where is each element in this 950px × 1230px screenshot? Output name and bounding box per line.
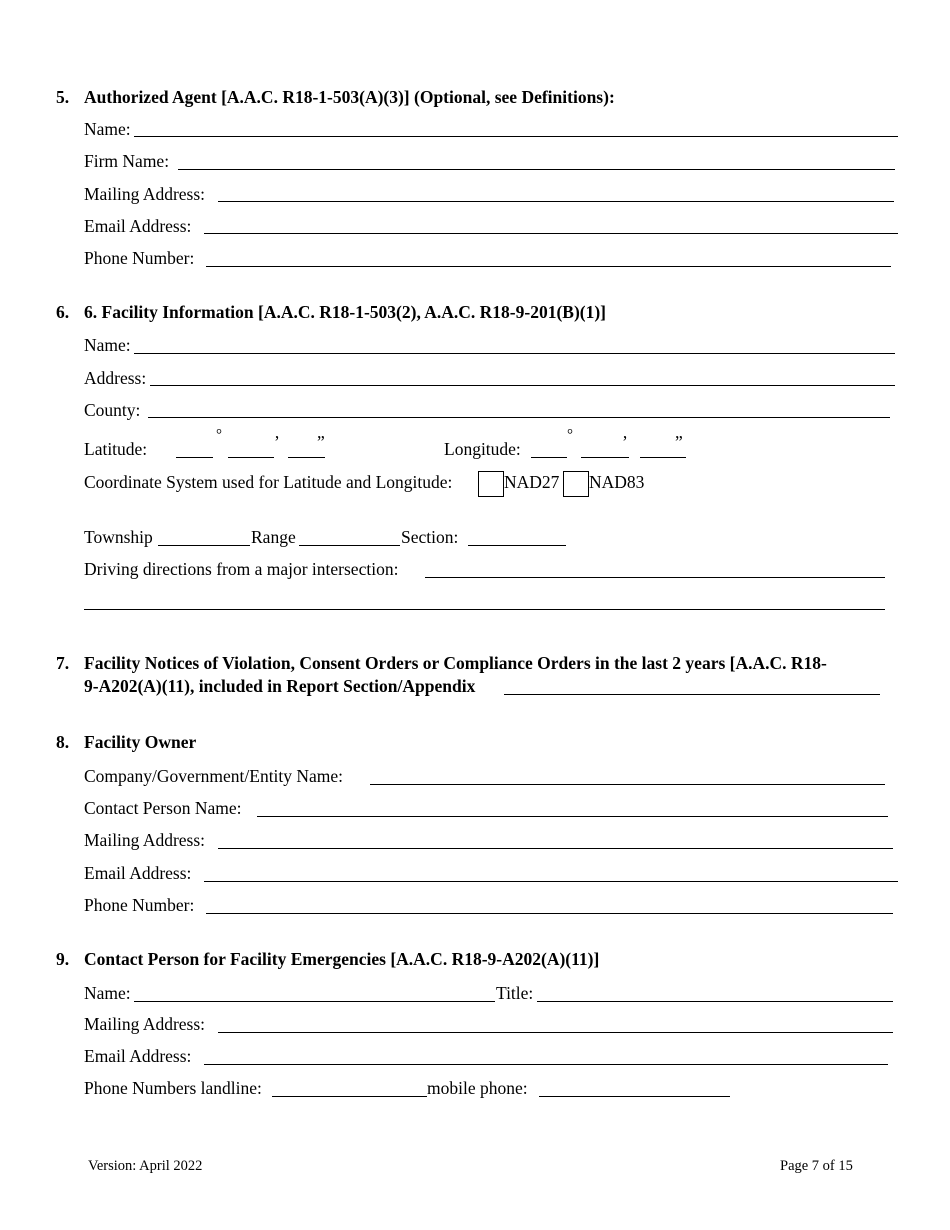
owner-contact-field[interactable] — [257, 797, 888, 817]
section-number: 7. — [56, 653, 70, 673]
emergency-email-label: Email Address: — [84, 1046, 192, 1066]
agent-firm-label: Firm Name: — [84, 151, 170, 171]
nad27-checkbox[interactable] — [478, 471, 504, 497]
agent-email-field[interactable] — [204, 215, 898, 235]
section-underline — [468, 545, 566, 546]
second-symbol: ” — [317, 432, 325, 452]
emergency-name-field[interactable] — [134, 982, 495, 1002]
driving-directions-underline-2 — [84, 609, 885, 610]
owner-email-label: Email Address: — [84, 863, 192, 883]
latitude-degrees-underline — [176, 457, 213, 458]
emergency-name-underline — [134, 1001, 495, 1002]
facility-name-underline — [134, 353, 895, 354]
agent-phone-underline — [206, 266, 891, 267]
emergency-title-underline — [537, 1001, 893, 1002]
longitude-degrees-underline — [531, 457, 567, 458]
section-heading: Contact Person for Facility Emergencies [A.A.C. R18-9-A202(A)(11)] — [84, 949, 600, 969]
latitude-seconds-underline — [288, 457, 325, 458]
section-field[interactable] — [468, 526, 566, 546]
facility-name-field[interactable] — [134, 334, 895, 354]
emergency-landline-field[interactable] — [272, 1077, 427, 1097]
minute-symbol: ’ — [622, 432, 628, 452]
degree-symbol: ° — [567, 427, 573, 443]
owner-phone-label: Phone Number: — [84, 895, 195, 915]
range-underline — [299, 545, 400, 546]
driving-directions-label: Driving directions from a major intersection: — [84, 559, 399, 579]
emergency-mailing-field[interactable] — [218, 1013, 893, 1033]
driving-directions-field[interactable] — [425, 558, 885, 578]
owner-contact-underline — [257, 816, 888, 817]
section-number: 8. — [56, 732, 70, 752]
agent-mailing-underline — [218, 201, 894, 202]
agent-firm-underline — [178, 169, 895, 170]
agent-mailing-label: Mailing Address: — [84, 184, 206, 204]
township-underline — [158, 545, 250, 546]
agent-name-field[interactable] — [134, 118, 898, 138]
longitude-seconds-underline — [640, 457, 686, 458]
emergency-email-underline — [204, 1064, 888, 1065]
footer-version: Version: April 2022 — [88, 1158, 203, 1174]
emergency-mobile-label: mobile phone: — [427, 1078, 528, 1098]
emergency-email-field[interactable] — [204, 1045, 888, 1065]
agent-phone-field[interactable] — [206, 247, 891, 267]
section-number: 5. — [56, 87, 70, 107]
emergency-mobile-underline — [539, 1096, 730, 1097]
latitude-minutes-underline — [228, 457, 274, 458]
owner-company-underline — [370, 784, 885, 785]
facility-county-field[interactable] — [148, 399, 890, 419]
second-symbol: ” — [675, 432, 683, 452]
nad83-label: NAD83 — [589, 472, 645, 492]
longitude-minutes-underline — [581, 457, 629, 458]
emergency-landline-underline — [272, 1096, 427, 1097]
agent-name-underline — [134, 136, 898, 137]
facility-county-label: County: — [84, 400, 141, 420]
longitude-degrees-field[interactable] — [531, 438, 567, 458]
nad83-checkbox[interactable] — [563, 471, 589, 497]
driving-directions-underline — [425, 577, 885, 578]
longitude-label: Longitude: — [444, 439, 521, 459]
nad27-label: NAD27 — [504, 472, 560, 492]
agent-email-underline — [204, 233, 898, 234]
section-label: Section: — [401, 527, 459, 547]
facility-address-label: Address: — [84, 368, 147, 388]
section-heading: Facility Owner — [84, 732, 197, 752]
owner-mailing-underline — [218, 848, 893, 849]
latitude-label: Latitude: — [84, 439, 148, 459]
township-label: Township — [84, 527, 153, 547]
agent-firm-field[interactable] — [178, 150, 895, 170]
facility-address-field[interactable] — [150, 367, 895, 387]
agent-email-label: Email Address: — [84, 216, 192, 236]
owner-phone-field[interactable] — [206, 894, 893, 914]
section-heading-line-1: Facility Notices of Violation, Consent Orders or Compliance Orders in the last 2 years [A.A.C. R18- — [84, 653, 827, 673]
agent-name-label: Name: — [84, 119, 131, 139]
report-section-field[interactable] — [504, 675, 880, 695]
emergency-landline-label: Phone Numbers landline: — [84, 1078, 262, 1098]
driving-directions-field-2[interactable] — [84, 590, 885, 610]
emergency-mailing-underline — [218, 1032, 893, 1033]
latitude-degrees-field[interactable] — [176, 438, 213, 458]
latitude-minutes-field[interactable] — [228, 438, 274, 458]
section-number: 9. — [56, 949, 70, 969]
emergency-mobile-field[interactable] — [539, 1077, 730, 1097]
owner-mailing-label: Mailing Address: — [84, 830, 206, 850]
owner-company-field[interactable] — [370, 765, 885, 785]
owner-mailing-field[interactable] — [218, 829, 893, 849]
owner-email-underline — [204, 881, 898, 882]
section-heading: Authorized Agent [A.A.C. R18-1-503(A)(3)] (Optional, see Definitions): — [84, 87, 615, 107]
coordinate-system-label: Coordinate System used for Latitude and Longitude: — [84, 472, 453, 492]
owner-contact-label: Contact Person Name: — [84, 798, 242, 818]
owner-company-label: Company/Government/Entity Name: — [84, 766, 344, 786]
report-section-underline — [504, 694, 880, 695]
minute-symbol: ’ — [274, 432, 280, 452]
township-field[interactable] — [158, 526, 250, 546]
agent-mailing-field[interactable] — [218, 183, 894, 203]
footer-page-number: Page 7 of 15 — [780, 1158, 853, 1174]
emergency-name-label: Name: — [84, 983, 131, 1003]
emergency-mailing-label: Mailing Address: — [84, 1014, 206, 1034]
owner-phone-underline — [206, 913, 893, 914]
facility-address-underline — [150, 385, 895, 386]
section-heading-line-2: 9-A202(A)(11), included in Report Section/Appendix — [84, 676, 476, 696]
facility-name-label: Name: — [84, 335, 131, 355]
section-number: 6. — [56, 302, 70, 322]
range-label: Range — [251, 527, 296, 547]
section-heading: 6. Facility Information [A.A.C. R18-1-503(2), A.A.C. R18-9-201(B)(1)] — [84, 302, 607, 322]
degree-symbol: ° — [216, 427, 222, 443]
agent-phone-label: Phone Number: — [84, 248, 195, 268]
facility-county-underline — [148, 417, 890, 418]
emergency-title-field[interactable] — [537, 982, 893, 1002]
range-field[interactable] — [299, 526, 400, 546]
owner-email-field[interactable] — [204, 862, 898, 882]
emergency-title-label: Title: — [496, 983, 534, 1003]
